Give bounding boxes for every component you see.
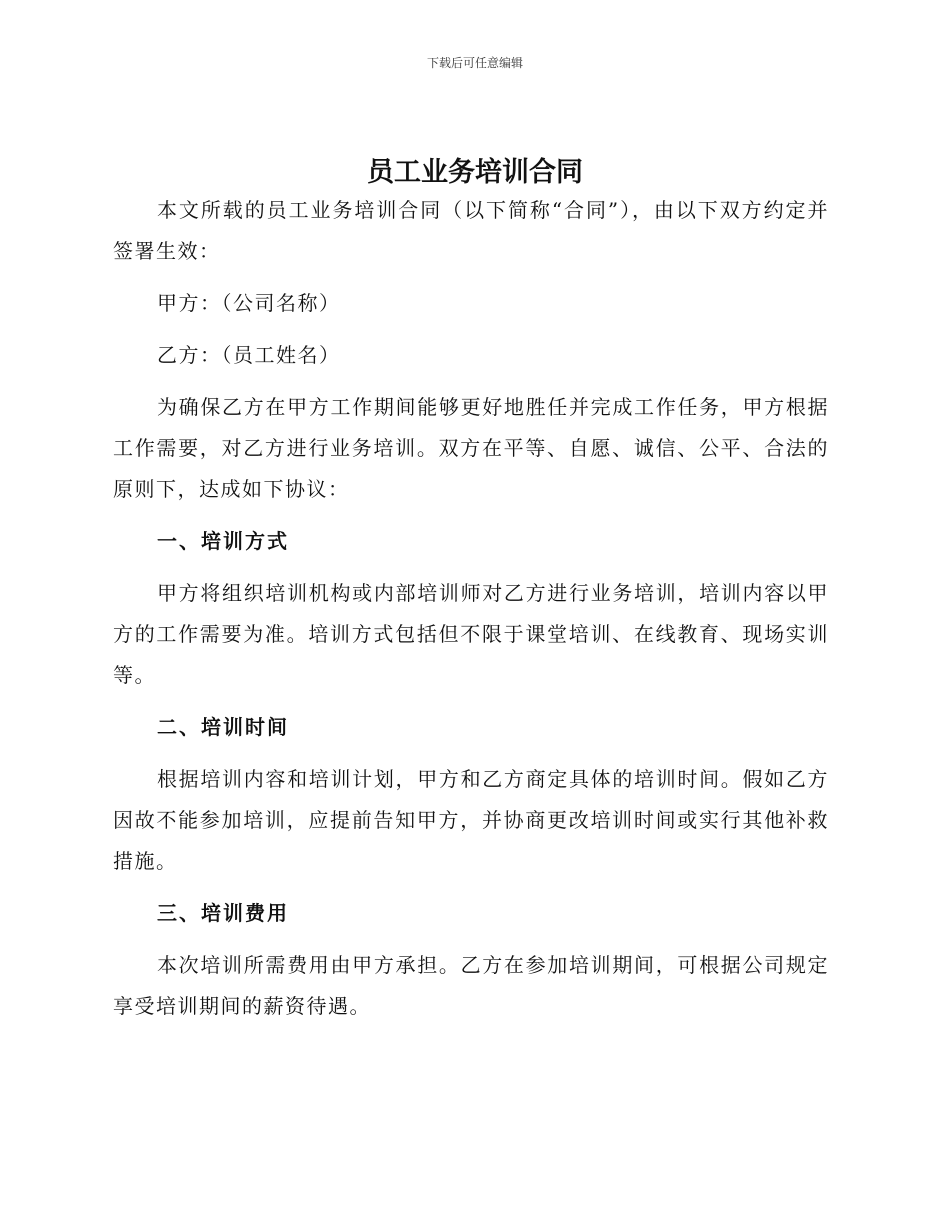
section-heading-training-method: 一、培训方式 (157, 529, 289, 553)
header-note: 下载后可任意编辑 (426, 56, 523, 70)
section-body-training-cost: 本次培训所需费用由甲方承担。乙方在参加培训期间，可根据公司规定享受培训期间的薪资待遇。 (113, 953, 829, 1018)
party-a-line: 甲方：（公司名称） (157, 291, 341, 315)
section-heading-training-cost: 三、培训费用 (157, 901, 289, 925)
document-title: 员工业务培训合同 (367, 157, 583, 188)
party-b-line: 乙方：（员工姓名） (157, 343, 341, 367)
section-body-training-time: 根据培训内容和培训计划，甲方和乙方商定具体的培训时间。假如乙方因故不能参加培训，应提前告知甲方，并协商更改培训时间或实行其他补救措施。 (113, 767, 829, 873)
section-heading-training-time: 二、培训时间 (157, 715, 289, 739)
document-body (113, 190, 829, 1038)
section-body-training-method: 甲方将组织培训机构或内部培训师对乙方进行业务培训，培训内容以甲方的工作需要为准。培训方式包括但不限于课堂培训、在线教育、现场实训等。 (113, 581, 829, 687)
purpose-paragraph: 为确保乙方在甲方工作期间能够更好地胜任并完成工作任务，甲方根据工作需要，对乙方进行业务培训。双方在平等、自愿、诚信、公平、合法的原则下，达成如下协议： (113, 395, 829, 501)
intro-paragraph: 本文所载的员工业务培训合同（以下简称“合同”），由以下双方约定并签署生效： (113, 198, 829, 263)
